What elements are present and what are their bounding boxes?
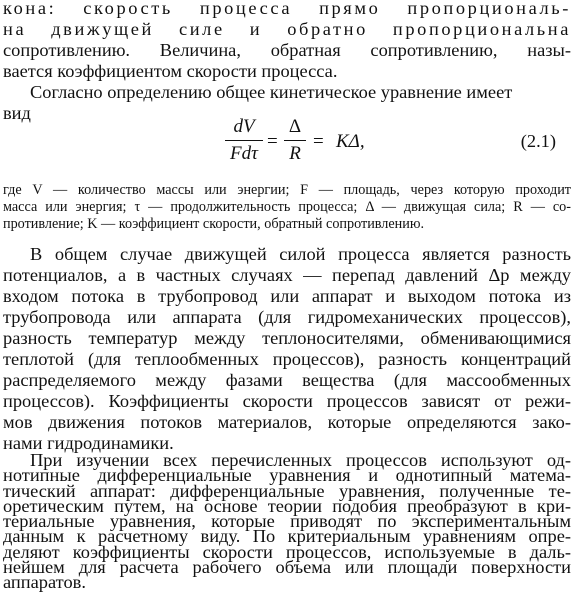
mid-denominator: R (289, 143, 301, 165)
text-line: на движущей силе и обратно пропорциональна (3, 19, 571, 39)
text-line: сопротивлению. Величина, обратная сопротивлению, назы- (3, 40, 571, 60)
text-line: нотипные дифференциальные уравнения и однотипный матема- (3, 465, 571, 486)
text-line: Согласно определению общее кинетическое уравнение имеет (30, 82, 513, 102)
lhs-numerator: dV (233, 116, 255, 137)
text-line: оретическим путем, на основе теории подобия преобразуют в кри- (3, 495, 571, 516)
text-line: При изучении всех перечисленных процессов используют од- (30, 450, 571, 470)
equals-sign: = (313, 131, 324, 152)
text-line: процессов). Коэффициенты скорости процессов зависят от режи- (3, 391, 571, 411)
text-line: нами гидродинамики. (3, 433, 174, 453)
equals-sign: = (267, 131, 278, 152)
text-line: теплотой (для теплообменных процессов), разность концентраций (3, 349, 571, 369)
legend-line: противление; K — коэффициент скорости, обратный сопротивлению. (3, 216, 425, 232)
legend-line: масса или энергия; τ — продолжительность процесса; Δ — движущая сила; R — со- (3, 199, 571, 215)
fraction-bar (284, 140, 306, 141)
text-line: трубопровода или аппарата (для гидромеханических процессов), (3, 307, 571, 327)
text-line: териальные уравнения, которые приводят по экспериментальным (3, 511, 571, 531)
text-line: входом потока в трубопровод или аппарат и выходом потока из (3, 286, 571, 306)
fraction-lhs (225, 115, 263, 166)
text-line: разность температур между теплоносителями, обменивающимися (3, 328, 571, 348)
equation-number: (2.1) (520, 131, 556, 151)
text-line: распределяемого между фазами вещества (для массообменных (3, 370, 571, 390)
kinetic-equation (225, 115, 365, 175)
mid-numerator: Δ (288, 116, 302, 137)
text-line: вается коэффициентом скорости процесса. (3, 61, 338, 81)
text-line: кона: скорость процесса прямо пропорциональ- (3, 0, 571, 18)
fraction-bar (225, 140, 263, 141)
text-line: нейшем для расчета рабочего объема или площади поверхности (3, 556, 571, 577)
text-line: мов движения потоков материалов, которые определяются зако- (3, 412, 571, 432)
equation-rhs: KΔ, (336, 131, 365, 152)
text-line: тический аппарат: дифференциальные уравнения, полученные те- (3, 480, 571, 501)
text-line: деляют коэффициенты скорости процессов, используемые в даль- (3, 541, 571, 562)
lhs-denominator: Fdτ (230, 143, 258, 165)
text-line: потенциалов, а в частных случаях — перепад давлений Δp между (3, 265, 571, 285)
legend-line: где V — количество массы или энергии; F — площадь, через которую проходит (3, 182, 571, 198)
text-line: данным к расчетному виду. По критериальным уравнениям опре- (3, 526, 571, 547)
text-line: В общем случае движущей силой процесса является разность (30, 244, 571, 264)
fraction-mid (284, 115, 306, 166)
text-line: аппаратов. (3, 572, 86, 592)
text-line: вид (3, 103, 31, 123)
